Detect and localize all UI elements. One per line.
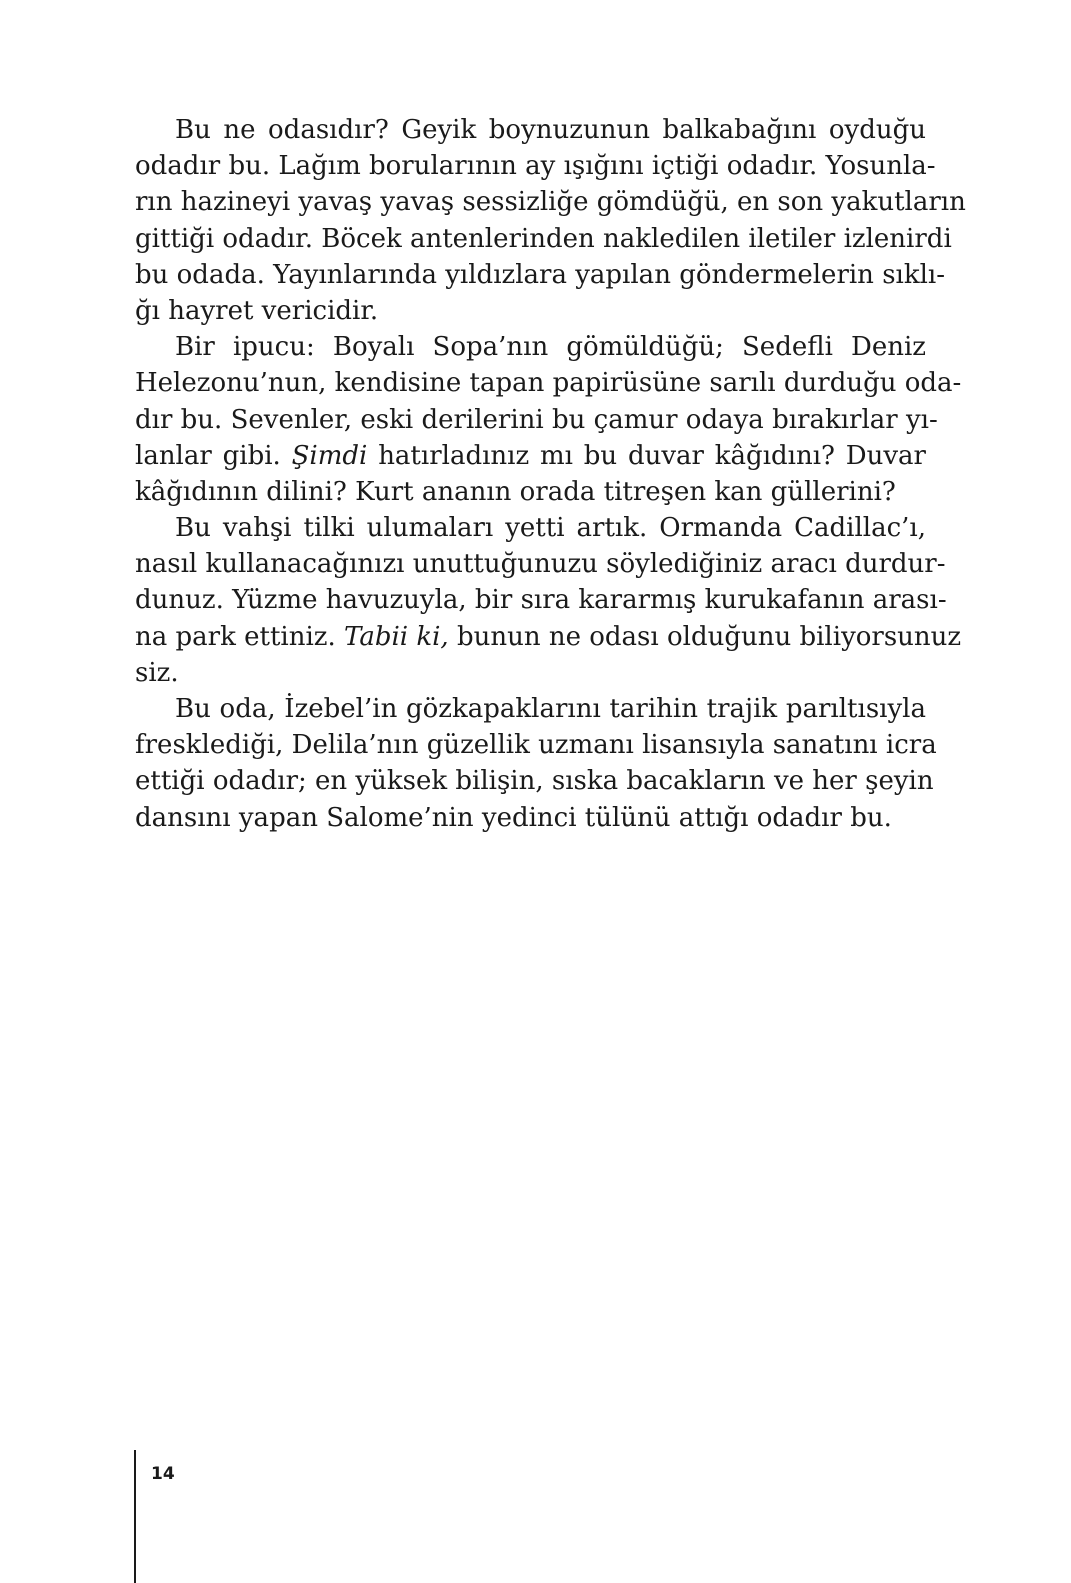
folio-rule — [134, 1450, 136, 1583]
text-run: hatırladınız mı bu duvar kâğıdını? Duvar — [367, 440, 926, 471]
text-run: Bu oda, İzebel’in gözkapaklarını tarihin trajik parıltısıyla — [175, 694, 926, 724]
text-run: siz. — [135, 657, 179, 688]
text-line — [135, 619, 962, 655]
text-run: fresklediği, Delila’nın güzellik uzmanı lisansıyla sanatını icra — [135, 730, 937, 761]
text-line — [135, 800, 926, 836]
text-run: lanlar gibi. — [135, 440, 292, 471]
text-line — [135, 112, 926, 148]
text-line — [135, 329, 926, 365]
text-run: bunun ne odası olduğunu biliyorsunuz — [448, 621, 962, 652]
text-line — [135, 510, 926, 546]
text-line — [135, 727, 937, 763]
text-run: bu odada. Yayınlarında yıldızlara yapılan göndermelerin sıklı- — [135, 259, 946, 290]
text-run: dır bu. Sevenler, eski derilerini bu çamur odaya bırakırlar yı- — [135, 404, 938, 435]
text-run: na park ettiniz. — [135, 621, 344, 652]
text-line — [135, 365, 962, 401]
text-run: Bu ne odasıdır? Geyik boynuzunun balkabağını oyduğu — [175, 115, 926, 145]
text-run: nasıl kullanacağınızı unuttuğunuzu söylediğiniz aracı durdur- — [135, 549, 946, 580]
text-run: ğı hayret vericidir. — [135, 295, 379, 326]
text-run: gittiği odadır. Böcek antenlerinden nakledilen iletiler izlenirdi — [135, 223, 952, 254]
text-run: dansını yapan Salome’nin yedinci tülünü attığı odadır bu. — [135, 802, 892, 833]
text-line — [135, 184, 966, 220]
text-line — [135, 474, 926, 510]
text-line — [135, 221, 952, 257]
text-line — [135, 293, 926, 329]
text-line — [135, 257, 946, 293]
paragraph — [135, 510, 962, 691]
text-run: kâğıdının dilini? Kurt ananın orada titreşen kan güllerini? — [135, 476, 896, 507]
text-line — [135, 546, 946, 582]
paragraph — [135, 112, 966, 329]
text-run: Helezonu’nun, kendisine tapan papirüsüne sarılı durduğu oda- — [135, 368, 962, 399]
text-run: rın hazineyi yavaş yavaş sessizliğe gömdüğü, en son yakutların — [135, 187, 966, 218]
text-line — [135, 148, 936, 184]
text-run: ettiği odadır; en yüksek bilişin, sıska bacakların ve her şeyin — [135, 766, 934, 797]
page-number: 14 — [151, 1464, 175, 1484]
text-line — [135, 582, 947, 618]
paragraph — [135, 691, 937, 836]
text-run: dunuz. Yüzme havuzuyla, bir sıra kararmış kurukafanın arası- — [135, 585, 947, 616]
text-line — [135, 655, 926, 691]
body-text — [135, 112, 966, 836]
text-run: Bu vahşi tilki ulumaları yetti artık. Ormanda Cadillac’ı, — [175, 513, 926, 544]
text-run: odadır bu. Lağım borularının ay ışığını içtiği odadır. Yosunla- — [135, 151, 936, 182]
paragraph — [135, 329, 962, 510]
italic-text: Şimdi — [291, 440, 368, 471]
text-line — [135, 402, 938, 438]
text-line — [135, 763, 934, 799]
text-run: Bir ipucu: Boyalı Sopa’nın gömüldüğü; Sedefli Deniz — [175, 332, 926, 363]
text-line — [135, 691, 926, 727]
italic-text: Tabii ki, — [344, 621, 449, 652]
text-line — [135, 438, 926, 474]
